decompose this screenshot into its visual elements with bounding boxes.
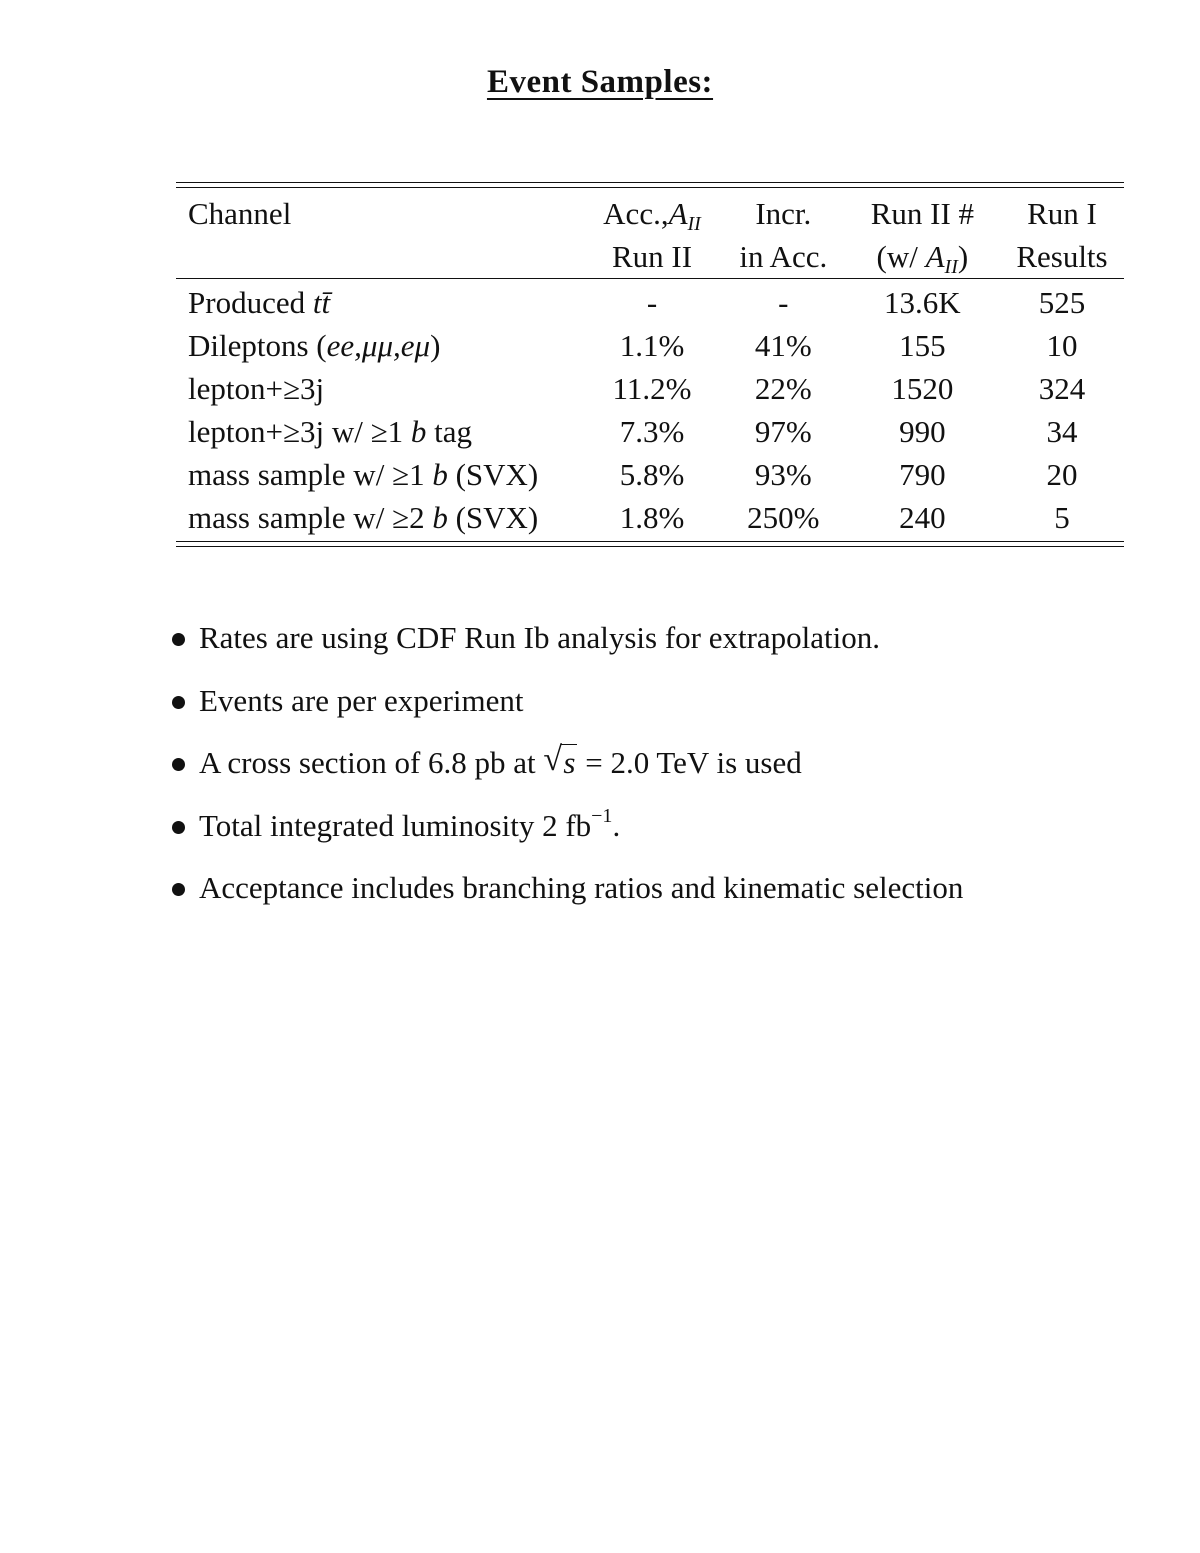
cell-run2: 1520 [891, 371, 954, 406]
page-title: Event Samples: [486, 64, 714, 100]
page-title-container [0, 64, 1200, 101]
list-item [168, 865, 1148, 928]
header-channel: Channel [188, 196, 292, 231]
cell-run2: 990 [899, 414, 946, 449]
cell-run1: 324 [1038, 371, 1086, 406]
cell-acc: 5.8% [619, 457, 685, 492]
cell-incr: 93% [754, 457, 812, 492]
header-increase: Incr. [755, 196, 812, 231]
cell-run1: 525 [1038, 285, 1086, 320]
cell-run2: 240 [899, 500, 946, 535]
event-samples-table [176, 182, 1124, 547]
cell-acc: 1.1% [619, 328, 685, 363]
table-row [176, 410, 1124, 453]
cell-incr: 41% [754, 328, 812, 363]
table-row [176, 453, 1124, 496]
header-run1: Run I [1027, 196, 1097, 231]
note-text: Events are per experiment [199, 682, 524, 718]
note-text: Total integrated luminosity 2 $fb^{-1}$. [199, 804, 621, 843]
header-channel-2 [176, 235, 582, 279]
header-increase-2: in Acc. [722, 235, 845, 279]
square-root: √ s [543, 741, 576, 780]
cell-run1: 20 [1046, 457, 1078, 492]
cell-acc: 1.8% [619, 500, 685, 535]
cell-acc: 11.2% [612, 371, 692, 406]
bullet-icon [172, 633, 185, 646]
table-row [176, 496, 1124, 541]
bullet-icon [172, 696, 185, 709]
list-item [168, 740, 1148, 803]
header-run2-count-2: (w/ $A_{II}$) [845, 235, 1000, 279]
cell-incr: 97% [754, 414, 812, 449]
table-row [176, 367, 1124, 410]
cell-run2: 790 [899, 457, 946, 492]
header-run2-count: Run II # [870, 196, 975, 231]
cell-acc: - [646, 285, 658, 320]
cell-incr: 22% [754, 371, 812, 406]
list-item [168, 678, 1148, 741]
note-text: Acceptance includes branching ratios and kinematic selection [199, 870, 964, 905]
note-text: A cross section of 6.8 pb at √ s = 2.0 TeV is used [199, 745, 802, 780]
bullet-icon [172, 758, 185, 771]
header-row-1 [176, 188, 1124, 235]
cell-channel: Dileptons (ee,μμ,eμ) [188, 328, 441, 363]
table-row [176, 279, 1124, 325]
cell-incr: 250% [747, 500, 820, 535]
header-run1-2: Results [1000, 235, 1124, 279]
cell-channel: lepton+≥3j w/ ≥1 b tag [188, 414, 472, 449]
cell-channel: Produced tt̄ [188, 285, 331, 320]
cell-channel: lepton+≥3j [188, 371, 325, 406]
bullet-icon [172, 883, 185, 896]
cell-acc: 7.3% [619, 414, 685, 449]
list-item [168, 803, 1148, 866]
cell-run1: 10 [1046, 328, 1078, 363]
table [176, 188, 1124, 541]
cell-run2: 13.6K [884, 285, 961, 320]
cell-run1: 34 [1046, 414, 1078, 449]
notes-list [168, 615, 1148, 928]
note-text: Rates are using CDF Run Ib analysis for extrapolation. [199, 620, 881, 655]
bullet-icon [172, 821, 185, 834]
cell-channel: mass sample w/ ≥2 b (SVX) [188, 500, 539, 535]
header-acceptance: $Acc.,A_{II}$ [603, 196, 701, 235]
cell-channel: mass sample w/ ≥1 b (SVX) [188, 457, 539, 492]
table-bottom-rule [176, 541, 1124, 547]
cell-run1: 5 [1054, 500, 1070, 535]
list-item [168, 615, 1148, 678]
header-acceptance-2: Run II [582, 235, 722, 279]
cell-run2: 155 [899, 328, 946, 363]
cell-incr: - [778, 285, 789, 320]
header-row-2 [176, 235, 1124, 279]
table-row [176, 324, 1124, 367]
